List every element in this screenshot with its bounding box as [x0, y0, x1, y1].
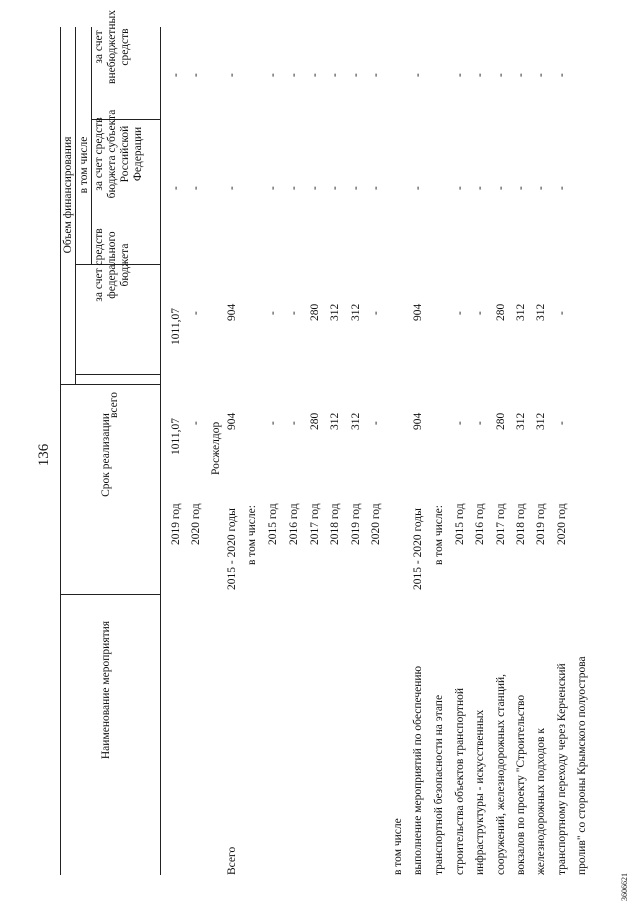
offbudget-cell: - — [535, 73, 547, 77]
total-cell: 1011,07 — [170, 418, 182, 455]
offbudget-cell: - — [226, 73, 238, 77]
section-title: Росжелдор — [210, 421, 222, 475]
header-regional-l2: бюджета субъекта — [106, 109, 118, 199]
header-federal-l2: федерального — [106, 231, 118, 299]
federal-cell: 904 — [226, 303, 238, 321]
period-cell: 2018 год — [515, 503, 527, 545]
regional-cell: - — [226, 186, 238, 190]
total-cell: - — [288, 421, 300, 425]
regional-cell: - — [474, 186, 486, 190]
header-period: Срок реализации — [100, 413, 112, 497]
period-cell: 2015 год — [267, 503, 279, 545]
federal-cell: - — [288, 311, 300, 315]
name-cell: в том числе — [392, 818, 404, 875]
name-cell: пролив" со стороны Крымского полуострова — [576, 656, 588, 875]
header-offbudget-l1: за счет — [93, 30, 105, 64]
name-cell: транспортной безопасности на этапе — [433, 694, 445, 875]
offbudget-cell: - — [515, 73, 527, 77]
total-cell: - — [267, 421, 279, 425]
total-cell: 312 — [515, 412, 527, 430]
regional-cell: - — [288, 186, 300, 190]
offbudget-cell: - — [350, 73, 362, 77]
regional-cell: - — [515, 186, 527, 190]
total-cell: 280 — [309, 412, 321, 430]
name-cell: инфраструктуры - искусственных — [474, 709, 486, 875]
period-cell: 2017 год — [309, 503, 321, 545]
period-cell: 2016 год — [288, 503, 300, 545]
regional-cell: - — [495, 186, 507, 190]
header-federal-l3: бюджета — [119, 243, 131, 287]
regional-cell: - — [535, 186, 547, 190]
total-cell: - — [370, 421, 382, 425]
header-financing: Объем финансирования — [62, 136, 74, 254]
name-cell: строительства объектов транспортной — [454, 687, 466, 875]
regional-cell: - — [170, 186, 182, 190]
header-bottom-border — [160, 27, 161, 875]
header-regional-l4: Федерации — [132, 126, 144, 182]
offbudget-cell: - — [370, 73, 382, 77]
name-cell: сооружений, железнодорожных станций, — [495, 673, 507, 875]
total-cell: 280 — [495, 412, 507, 430]
offbudget-cell: - — [267, 73, 279, 77]
federal-cell: 312 — [535, 303, 547, 321]
offbudget-cell: - — [454, 73, 466, 77]
period-cell: 2019 год — [535, 503, 547, 545]
financing-subheader-line — [75, 27, 76, 385]
total-cell: 904 — [226, 412, 238, 430]
federal-cell: 280 — [309, 303, 321, 321]
period-cell: 2020 год — [556, 503, 568, 545]
total-cell: 904 — [412, 412, 424, 430]
offbudget-cell: - — [474, 73, 486, 77]
offbudget-cell: - — [412, 73, 424, 77]
name-cell: выполнение мероприятий по обеспечению — [412, 665, 424, 875]
period-cell: 2015 - 2020 годы — [412, 508, 424, 590]
offbudget-cell: - — [495, 73, 507, 77]
offbudget-cell: - — [556, 73, 568, 77]
page-number: 136 — [36, 443, 52, 467]
period-cell: 2019 год — [350, 503, 362, 545]
regional-cell: - — [267, 186, 279, 190]
regional-cell: - — [412, 186, 424, 190]
offbudget-cell: - — [288, 73, 300, 77]
total-cell: - — [556, 421, 568, 425]
regional-cell: - — [329, 186, 341, 190]
header-offbudget-l2: внебюджетных — [106, 10, 118, 84]
period-cell: 2020 год — [190, 503, 202, 545]
total-cell: - — [454, 421, 466, 425]
total-cell: - — [474, 421, 486, 425]
regional-cell: - — [454, 186, 466, 190]
including-subheader-line — [91, 27, 92, 265]
header-regional-l1: за счет средств — [93, 117, 105, 191]
regional-cell: - — [309, 186, 321, 190]
federal-cell: 312 — [329, 303, 341, 321]
federal-cell: - — [190, 311, 202, 315]
period-cell: 2015 - 2020 годы — [226, 508, 238, 590]
period-cell: 2016 год — [474, 503, 486, 545]
header-including: в том числе — [78, 136, 90, 194]
offbudget-cell: - — [190, 73, 202, 77]
header-name: Наименование мероприятия — [100, 620, 112, 760]
federal-cell: 1011,07 — [170, 308, 182, 345]
federal-cell: 904 — [412, 303, 424, 321]
header-federal-l1: за счет средств — [93, 228, 105, 302]
name-cell: железнодорожных подходов к — [535, 728, 547, 875]
period-cell: в том числе: — [246, 505, 258, 565]
header-regional-l3: Российской — [119, 125, 131, 183]
federal-cell: - — [556, 311, 568, 315]
period-cell: 2017 год — [495, 503, 507, 545]
document-number: 3606621 — [620, 873, 629, 901]
total-cell: - — [190, 421, 202, 425]
name-cell: вокзалов по проекту "Строительство — [515, 694, 527, 875]
total-cell: 312 — [329, 412, 341, 430]
table-top-border — [60, 27, 61, 875]
offbudget-cell: - — [309, 73, 321, 77]
name-cell: Всего — [226, 846, 238, 875]
total-cell: 312 — [350, 412, 362, 430]
regional-cell: - — [350, 186, 362, 190]
federal-cell: - — [474, 311, 486, 315]
federal-cell: 312 — [350, 303, 362, 321]
period-cell: 2018 год — [329, 503, 341, 545]
header-offbudget-l3: средств — [119, 28, 131, 66]
header-total: всего — [108, 392, 120, 418]
federal-cell: - — [267, 311, 279, 315]
period-cell: 2015 год — [454, 503, 466, 545]
offbudget-cell: - — [170, 73, 182, 77]
regional-cell: - — [370, 186, 382, 190]
federal-cell: - — [370, 311, 382, 315]
name-cell: транспортному переходу через Керченский — [556, 663, 568, 875]
federal-cell: 312 — [515, 303, 527, 321]
total-cell: 312 — [535, 412, 547, 430]
federal-cell: - — [454, 311, 466, 315]
period-cell: 2019 год — [170, 503, 182, 545]
period-cell: в том числе: — [433, 505, 445, 565]
regional-cell: - — [190, 186, 202, 190]
offbudget-cell: - — [329, 73, 341, 77]
federal-cell: 280 — [495, 303, 507, 321]
period-cell: 2020 год — [370, 503, 382, 545]
regional-cell: - — [556, 186, 568, 190]
